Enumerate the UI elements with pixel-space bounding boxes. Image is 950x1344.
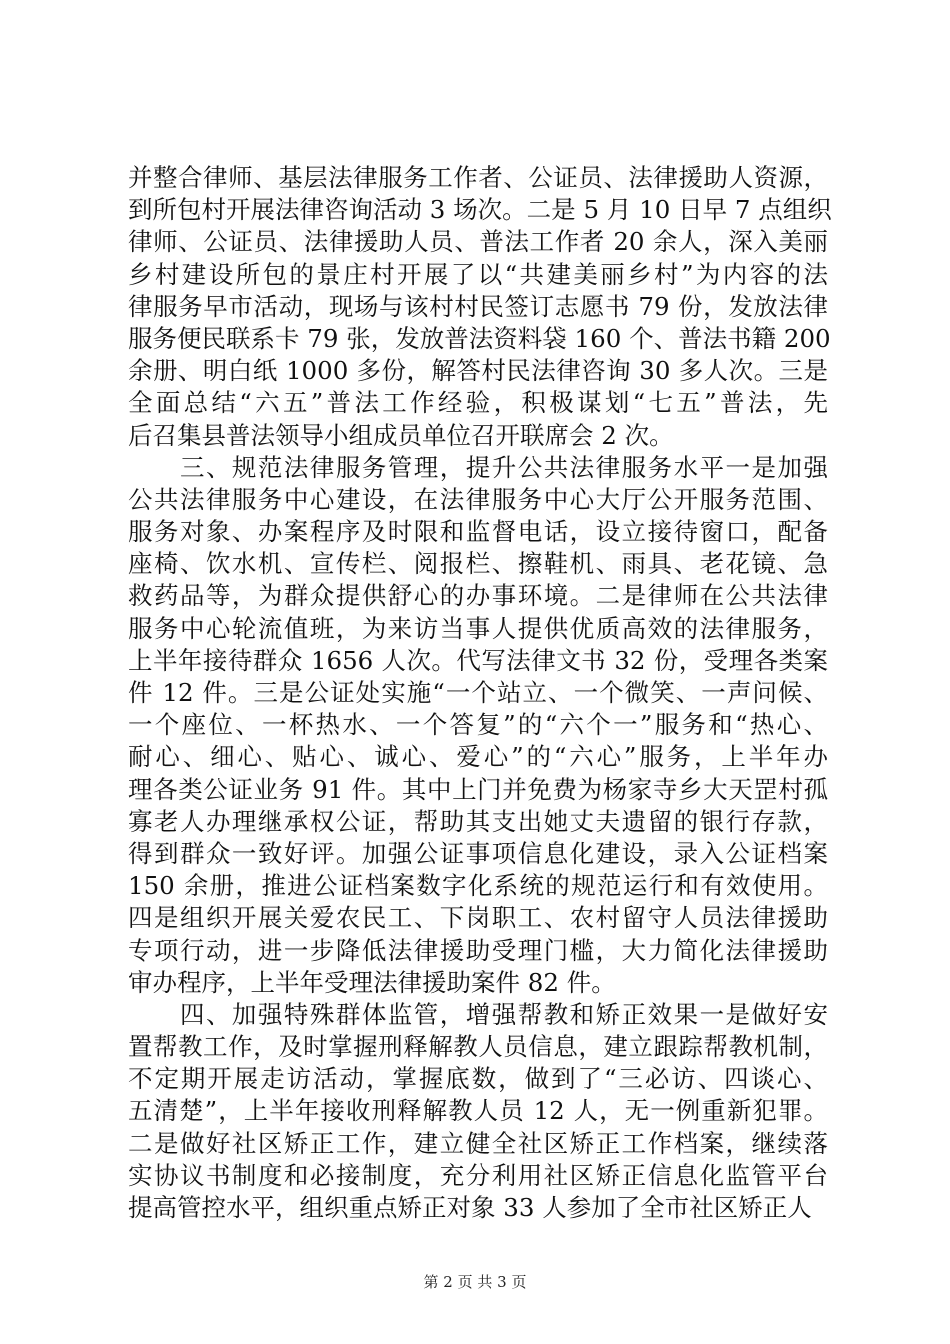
text-line: 四、加强特殊群体监管，增强帮教和矫正效果一是做好安: [128, 999, 828, 1029]
text-line: 并整合律师、基层法律服务工作者、公证员、法律援助人资源，: [128, 163, 828, 192]
text-line: 得到群众一致好评。加强公证事项信息化建设，录入公证档案: [128, 838, 828, 868]
text-line: 服务对象、办案程序及时限和监督电话，设立接待窗口，配备: [128, 517, 828, 547]
text-line: 座椅、饮水机、宣传栏、阅报栏、擦鞋机、雨具、老花镜、急: [128, 549, 828, 579]
text-line: 二是做好社区矫正工作，建立健全社区矫正工作档案，继续落: [128, 1128, 828, 1158]
text-line: 上半年接待群众 1656 人次。代写法律文书 32 份，受理各类案: [128, 645, 828, 675]
page-footer: 第 2 页 共 3 页: [423, 1273, 527, 1291]
text-line: 到所包村开展法律咨询活动 3 场次。二是 5 月 10 日早 7 点组织: [128, 195, 832, 225]
text-line: 专项行动，进一步降低法律援助受理门槛，大力简化法律援助: [128, 935, 828, 965]
text-line: 五清楚”，上半年接收刑释解教人员 12 人，无一例重新犯罪。: [128, 1096, 828, 1126]
text-line: 律服务早市活动，现场与该村村民签订志愿书 79 份，发放法律: [128, 291, 828, 321]
text-line: 提高管控水平，组织重点矫正对象 33 人参加了全市社区矫正人: [128, 1193, 812, 1222]
text-line: 实协议书制度和必接制度，充分利用社区矫正信息化监管平台: [128, 1160, 828, 1190]
text-line: 服务中心轮流值班，为来访当事人提供优质高效的法律服务，: [128, 613, 828, 643]
text-line: 余册、明白纸 1000 多份，解答村民法律咨询 30 多人次。三是: [128, 356, 828, 386]
text-line: 乡村建设所包的景庄村开展了以“共建美丽乡村”为内容的法: [128, 259, 828, 289]
text-line: 一个座位、一杯热水、一个答复”的“六个一”服务和“热心、: [128, 710, 828, 740]
text-line: 救药品等，为群众提供舒心的办事环境。二是律师在公共法律: [128, 581, 828, 611]
text-line: 件 12 件。三是公证处实施“一个站立、一个微笑、一声问候、: [128, 678, 828, 707]
text-line: 理各类公证业务 91 件。其中上门并免费为杨家寺乡大天罡村孤: [128, 774, 828, 804]
text-line: 置帮教工作，及时掌握刑释解教人员信息，建立跟踪帮教机制，: [128, 1032, 828, 1062]
text-line: 全面总结“六五”普法工作经验，积极谋划“七五”普法，先: [128, 388, 828, 418]
text-line: 150 余册，推进公证档案数字化系统的规范运行和有效使用。: [128, 871, 828, 901]
text-line: 公共法律服务中心建设，在法律服务中心大厅公开服务范围、: [128, 484, 828, 514]
text-line: 四是组织开展关爱农民工、下岗职工、农村留守人员法律援助: [128, 903, 828, 933]
text-line: 不定期开展走访活动，掌握底数，做到了“三必访、四谈心、: [128, 1064, 828, 1094]
text-line: 律师、公证员、法律援助人员、普法工作者 20 余人，深入美丽: [128, 227, 828, 257]
text-line: 服务便民联系卡 79 张，发放普法资料袋 160 个、普法书籍 200: [128, 323, 831, 353]
body-text: [128, 162, 832, 1224]
text-line: 耐心、细心、贴心、诚心、爱心”的“六心”服务，上半年办: [128, 742, 828, 772]
text-line: 寡老人办理继承权公证，帮助其支出她丈夫遗留的银行存款，: [128, 806, 828, 836]
text-line: 后召集县普法领导小组成员单位召开联席会 2 次。: [128, 420, 674, 450]
text-line: 审办程序，上半年受理法律援助案件 82 件。: [128, 967, 616, 997]
text-line: 三、规范法律服务管理，提升公共法律服务水平一是加强: [128, 452, 828, 482]
